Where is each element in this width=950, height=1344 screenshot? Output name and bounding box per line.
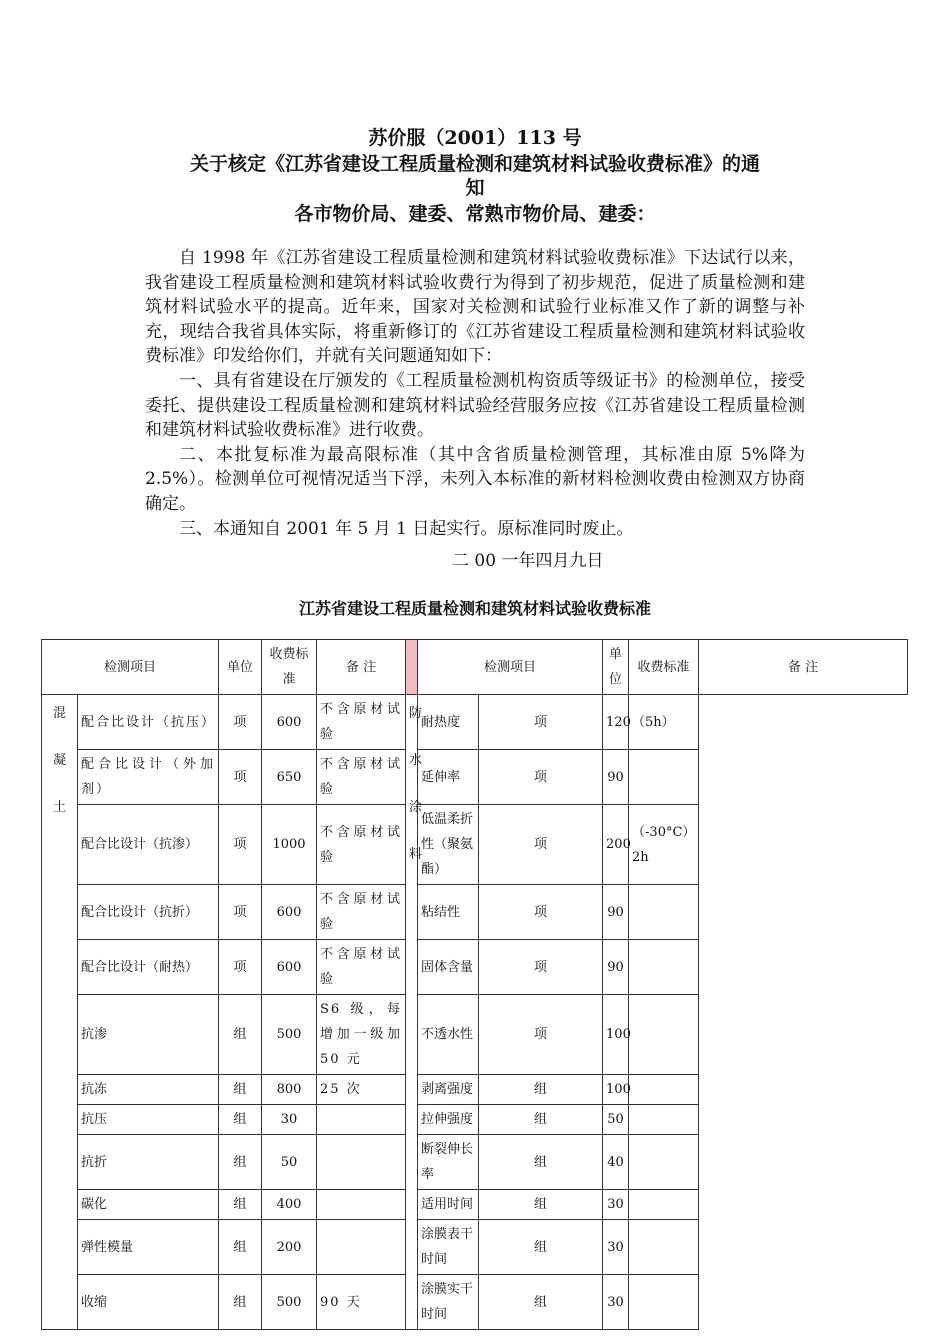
item-name: 弹性模量 [78, 1220, 219, 1275]
item-name-right: 涂膜表干时间 [418, 1220, 479, 1275]
item-name-right: 适用时间 [418, 1190, 479, 1220]
issue-date: 二 00 一年四月九日 [452, 551, 604, 571]
header-unit-right: 单位 [603, 640, 629, 695]
header-item: 检测项目 [42, 640, 219, 695]
table-header-row [42, 640, 908, 695]
fee: 600 [262, 940, 317, 995]
item-name: 碳化 [78, 1190, 219, 1220]
unit-right: 项 [479, 750, 603, 805]
item-name-right: 不透水性 [418, 995, 479, 1075]
unit-right: 项 [479, 695, 603, 750]
unit: 项 [219, 750, 262, 805]
note: 不含原材试验 [317, 885, 406, 940]
fee-right: 100 [603, 995, 629, 1075]
document-title-line2: 知 [465, 177, 485, 199]
item-name: 配合比设计（抗折） [78, 885, 219, 940]
fee: 200 [262, 1220, 317, 1275]
fee: 650 [262, 750, 317, 805]
category-char: 料 [409, 847, 423, 862]
table-row [42, 940, 908, 995]
item-name-right: 剥离强度 [418, 1075, 479, 1105]
paragraph-intro: 自 1998 年《江苏省建设工程质量检测和建筑材料试验收费标准》下达试行以来，我省建设工程质量检测和建筑材料试验收费行为得到了初步规范，促进了质量检测和建筑材料试验水平的提高。近年来，国家对关检测和试验行业标准又作了新的调整与补充，现结合我省具体实际，将重新修订的《江苏省建设工程质量检测和建筑材料试验收费标准》印发给你们，并就有关问题通知如下： [145, 248, 805, 367]
table-title: 江苏省建设工程质量检测和建筑材料试验收费标准 [298, 599, 651, 618]
category-char: 防 [409, 706, 423, 721]
fee: 600 [262, 695, 317, 750]
note: 90 天 [317, 1275, 406, 1330]
category-char: 凝 [52, 753, 66, 768]
item-name-right: 低温柔折性（聚氨酯） [418, 805, 479, 885]
addressee: 各市物价局、建委、常熟市物价局、建委： [294, 203, 656, 225]
table-row [42, 1105, 908, 1135]
category-waterproof-coating [406, 695, 423, 1330]
fee: 600 [262, 885, 317, 940]
fee: 500 [262, 1275, 317, 1330]
unit-right: 组 [479, 1190, 603, 1220]
fee: 1000 [262, 805, 317, 885]
note-right [629, 750, 699, 805]
item-name: 配合比设计（耐热） [78, 940, 219, 995]
note-right [629, 885, 699, 940]
category-concrete [42, 695, 78, 1330]
note-right [629, 1275, 699, 1330]
category-char: 混 [52, 706, 66, 721]
unit: 组 [219, 995, 262, 1075]
table-row [42, 1135, 908, 1190]
note [317, 1190, 406, 1220]
note: 不含原材试验 [317, 940, 406, 995]
note-right [629, 1105, 699, 1135]
note [317, 1220, 406, 1275]
item-name: 收缩 [78, 1275, 219, 1330]
unit: 组 [219, 1105, 262, 1135]
fee-right: 30 [603, 1275, 629, 1330]
note: 不含原材试验 [317, 695, 406, 750]
unit-right: 组 [479, 1135, 603, 1190]
item-name: 配合比设计（抗压） [78, 695, 219, 750]
unit: 项 [219, 695, 262, 750]
table-row [42, 995, 908, 1075]
note-right [629, 1220, 699, 1275]
note [317, 1105, 406, 1135]
fee-table [41, 639, 908, 1330]
fee-right: 100 [603, 1075, 629, 1105]
fee-right: 40 [603, 1135, 629, 1190]
item-name-right: 涂膜实干时间 [418, 1275, 479, 1330]
note [317, 1135, 406, 1190]
header-note-right: 备 注 [699, 640, 908, 695]
unit: 项 [219, 940, 262, 995]
document-title-line1: 关于核定《江苏省建设工程质量检测和建筑材料试验收费标准》的通 [189, 153, 760, 175]
unit: 项 [219, 805, 262, 885]
unit-right: 项 [479, 995, 603, 1075]
item-name: 配合比设计（外加剂） [78, 750, 219, 805]
table-row [42, 1220, 908, 1275]
unit-right: 组 [479, 1075, 603, 1105]
unit: 组 [219, 1220, 262, 1275]
note: 25 次 [317, 1075, 406, 1105]
fee-right: 50 [603, 1105, 629, 1135]
unit: 组 [219, 1190, 262, 1220]
item-name: 抗冻 [78, 1075, 219, 1105]
header-item-right: 检测项目 [418, 640, 603, 695]
fee: 800 [262, 1075, 317, 1105]
item-name-right: 耐热度 [418, 695, 479, 750]
fee-right: 120 [603, 695, 629, 750]
fee: 30 [262, 1105, 317, 1135]
item-name-right: 拉伸强度 [418, 1105, 479, 1135]
note: S6 级，每增加一级加 50 元 [317, 995, 406, 1075]
fee-right: 90 [603, 750, 629, 805]
item-name: 抗折 [78, 1135, 219, 1190]
header-unit: 单位 [219, 640, 262, 695]
item-name: 抗压 [78, 1105, 219, 1135]
fee-right: 30 [603, 1190, 629, 1220]
note-right [629, 1190, 699, 1220]
table-row [42, 1075, 908, 1105]
unit: 组 [219, 1075, 262, 1105]
note-right [629, 1075, 699, 1105]
item-name-right: 粘结性 [418, 885, 479, 940]
unit-right: 组 [479, 1220, 603, 1275]
fee: 400 [262, 1190, 317, 1220]
header-fee: 收费标准 [262, 640, 317, 695]
table-row [42, 695, 908, 750]
unit-right: 项 [479, 885, 603, 940]
item-name-right: 延伸率 [418, 750, 479, 805]
note: 不含原材试验 [317, 805, 406, 885]
header-note: 备 注 [317, 640, 406, 695]
unit: 组 [219, 1275, 262, 1330]
fee-right: 90 [603, 940, 629, 995]
column-separator [406, 640, 418, 695]
fee-right: 30 [603, 1220, 629, 1275]
note-right: （5h） [629, 695, 699, 750]
unit-right: 项 [479, 805, 603, 885]
paragraph-3: 三、本通知自 2001 年 5 月 1 日起实行。原标准同时废止。 [179, 518, 634, 539]
item-name-right: 断裂伸长率 [418, 1135, 479, 1190]
table-row [42, 1275, 908, 1330]
item-name: 配合比设计（抗渗） [78, 805, 219, 885]
note-right [629, 940, 699, 995]
unit: 组 [219, 1135, 262, 1190]
unit-right: 组 [479, 1105, 603, 1135]
note: 不含原材试验 [317, 750, 406, 805]
fee: 500 [262, 995, 317, 1075]
document-number: 苏价服（2001）113 号 [368, 127, 582, 149]
fee-right: 200 [603, 805, 629, 885]
unit: 项 [219, 885, 262, 940]
unit-right: 组 [479, 1275, 603, 1330]
category-char: 土 [52, 800, 66, 815]
header-fee-right: 收费标准 [629, 640, 699, 695]
paragraph-2: 二、本批复标准为最高限标准（其中含省质量检测管理，其标准由原 5%降为 2.5%）。检测单位可视情况适当下浮，未列入本标准的新材料检测收费由检测双方协商确定。 [145, 444, 805, 514]
unit-right: 项 [479, 940, 603, 995]
notice-body [145, 246, 805, 541]
note-right [629, 995, 699, 1075]
note-right: （-30°C）2h [629, 805, 699, 885]
item-name-right: 固体含量 [418, 940, 479, 995]
note-right [629, 1135, 699, 1190]
fee-right: 90 [603, 885, 629, 940]
table-row [42, 1190, 908, 1220]
table-row [42, 885, 908, 940]
category-char: 涂 [409, 800, 423, 815]
fee: 50 [262, 1135, 317, 1190]
item-name: 抗渗 [78, 995, 219, 1075]
table-row [42, 805, 908, 885]
table-row [42, 750, 908, 805]
paragraph-1: 一、具有省建设在厅颁发的《工程质量检测机构资质等级证书》的检测单位，接受委托、提供建设工程质量检测和建筑材料试验经营服务应按《江苏省建设工程质量检测和建筑材料试验收费标准》进行收费。 [145, 370, 805, 441]
category-char: 水 [409, 753, 423, 768]
